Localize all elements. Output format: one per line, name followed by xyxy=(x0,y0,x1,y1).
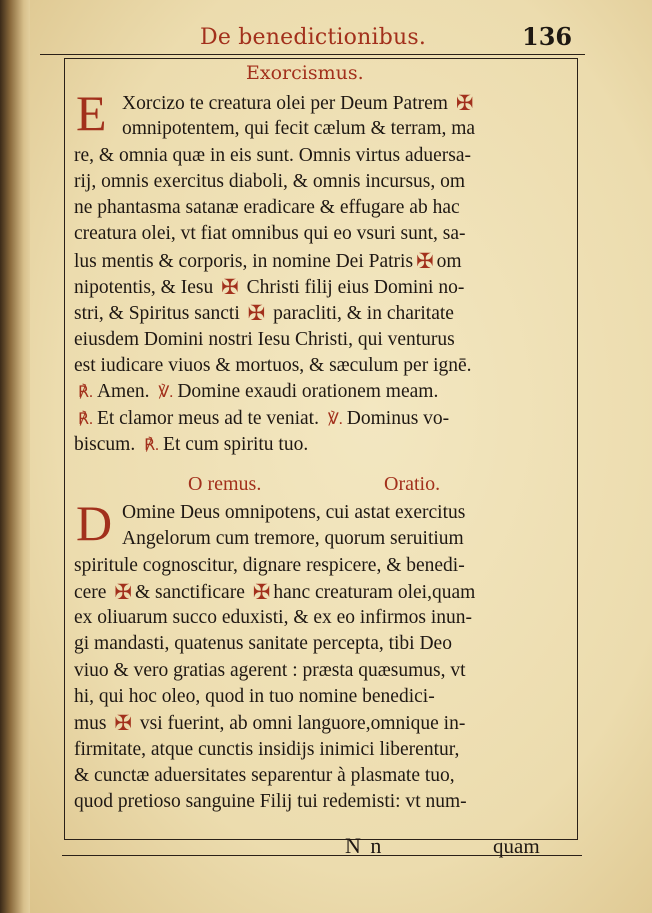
text-line: lus mentis & corporis, in nomine Dei Patris ✠ om xyxy=(74,248,462,273)
subhead-oremus: O remus. xyxy=(188,473,262,495)
text-line: rij, omnis exercitus diaboli, & omnis incursus, om xyxy=(74,170,466,192)
response-icon: ℟. xyxy=(78,384,93,402)
catchword: quam xyxy=(493,834,540,858)
text-line: ℟. Amen. ℣. Domine exaudi orationem meam. xyxy=(78,381,439,403)
text-line: & cunctæ aduersitates separentur à plasmate tuo, xyxy=(74,764,455,786)
text-line: firmitate, atque cunctis insidijs inimici liberentur, xyxy=(74,738,460,760)
text-line: Xorcizo te creatura olei per Deum Patrem ✠ xyxy=(122,91,474,115)
cross-icon: ✠ xyxy=(455,91,474,115)
exorcism-text xyxy=(74,85,544,458)
text-line: ℟. Et clamor meus ad te veniat. ℣. Dominus vo- xyxy=(78,407,450,429)
oratio-text xyxy=(74,495,544,816)
text-line: est iudicare viuos & mortuos, & sæculum per ignē. xyxy=(74,354,472,376)
text-line: Angelorum cum tremore, quorum seruitium xyxy=(122,528,464,550)
signature-mark: N n xyxy=(345,833,384,858)
text-line: nipotentis, & Iesu ✠ Christi filij eius Domini no- xyxy=(74,275,465,300)
cross-icon: ✠ xyxy=(416,248,434,273)
subhead-oratio: Oratio. xyxy=(384,473,441,495)
cross-icon: ✠ xyxy=(221,275,239,300)
text-line: stri, & Spiritus sancti ✠ paracliti, & in charitate xyxy=(74,301,454,326)
text-line: ex oliuarum succo eduxisti, & ex eo infirmos inun- xyxy=(74,607,473,629)
text-line: spiritule cognoscitur, dignare respicere, & benedi- xyxy=(74,554,465,576)
dropcap-e: E xyxy=(76,85,107,141)
text-line: cere ✠ & sanctificare ✠ hanc creaturam olei,quam xyxy=(74,579,476,604)
cross-icon: ✠ xyxy=(114,711,132,736)
versicle-icon: ℣. xyxy=(327,410,343,428)
versicle-icon: ℣. xyxy=(158,384,174,402)
header-rule xyxy=(40,54,585,55)
text-line: eiusdem Domini nostri Iesu Christi, qui venturus xyxy=(74,328,455,350)
text-line: omnipotentem, qui fecit cælum & terram, ma xyxy=(122,118,476,140)
text-line: Omine Deus omnipotens, cui astat exercitus xyxy=(122,502,466,523)
text-line: quod pretioso sanguine Filij tui redemisti: vt num- xyxy=(74,791,467,813)
text-line: viuo & vero gratias agerent : præsta quæsumus, vt xyxy=(74,659,466,681)
text-line: ne phantasma satanæ eradicare & effugare ab hac xyxy=(74,197,460,219)
response-icon: ℟. xyxy=(78,410,93,428)
text-line: mus ✠ vsi fuerint, ab omni languore,omnique in- xyxy=(74,711,466,736)
text-line: re, & omnia quæ in eis sunt. Omnis virtus aduersa- xyxy=(74,144,471,166)
dropcap-d: D xyxy=(76,495,113,551)
cross-icon: ✠ xyxy=(252,579,271,604)
section-heading-exorcismus: Exorcismus. xyxy=(246,62,364,84)
text-line: hi, qui hoc oleo, quod in tuo nomine benedici- xyxy=(74,686,435,708)
text-line: creatura olei, vt fiat omnibus qui eo vsuri sunt, sa- xyxy=(74,223,466,245)
cross-icon: ✠ xyxy=(114,579,132,604)
running-head: De benedictionibus. xyxy=(200,25,427,50)
page-number: 136 xyxy=(522,22,573,51)
text-line: gi mandasti, quatenus sanitate percepta, tibi Deo xyxy=(74,633,452,655)
book-spine-shadow xyxy=(0,0,34,913)
response-icon: ℟. xyxy=(144,436,160,454)
text-line: biscum. ℟. Et cum spiritu tuo. xyxy=(74,433,309,455)
cross-icon: ✠ xyxy=(247,301,266,326)
